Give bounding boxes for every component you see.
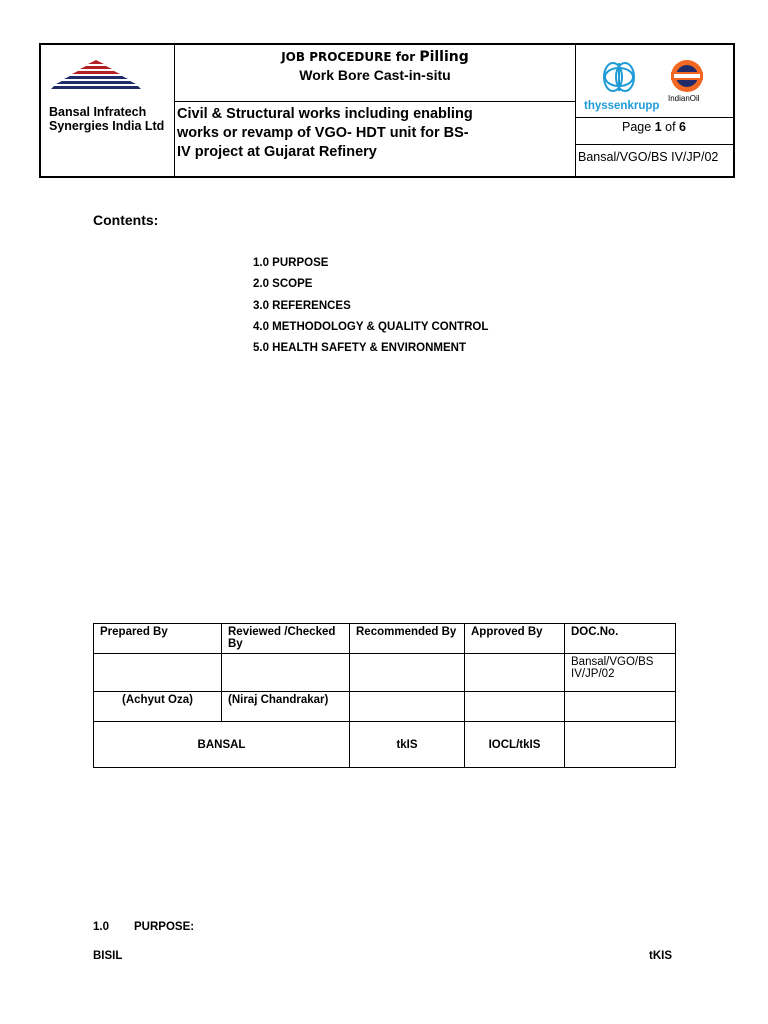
col-header-approved: Approved By [465, 624, 565, 654]
thyssenkrupp-logo [599, 59, 639, 95]
reviewed-name: (Niraj Chandrakar) [222, 692, 350, 722]
document-header [39, 43, 735, 178]
footer-left: BISIL [93, 950, 123, 962]
project-line: works or revamp of VGO- HDT unit for BS- [177, 125, 469, 141]
signature-cell [222, 654, 350, 692]
page-word: Page [622, 120, 652, 134]
project-line: Civil & Structural works including enabling [177, 106, 473, 122]
org-iocl: IOCL/tkIS [465, 722, 565, 768]
empty-cell [350, 692, 465, 722]
empty-cell [565, 722, 676, 768]
prepared-name: (Achyut Oza) [94, 692, 222, 722]
empty-cell [565, 692, 676, 722]
header-divider [575, 144, 733, 145]
doc-number-cell: Bansal/VGO/BS IV/JP/02 [565, 654, 676, 692]
page-of: of [665, 120, 676, 134]
table-row [94, 624, 676, 654]
title-word: Pilling [419, 49, 469, 65]
contents-item: 3.0 REFERENCES [253, 299, 351, 312]
document-title [175, 49, 575, 65]
contents-heading: Contents: [93, 212, 159, 228]
company-name-line: Bansal Infratech [49, 105, 147, 119]
section-number: 1.0 [93, 921, 109, 933]
indianoil-wordmark: IndianOil [668, 94, 700, 103]
thyssenkrupp-wordmark: thyssenkrupp [584, 100, 660, 112]
indianoil-logo [668, 59, 706, 93]
project-line: IV project at Gujarat Refinery [177, 144, 377, 160]
page-total: 6 [679, 120, 686, 134]
signature-cell [94, 654, 222, 692]
footer-right: tKIS [649, 950, 672, 962]
approval-table [93, 623, 676, 768]
page-current: 1 [654, 120, 662, 134]
signature-cell [465, 654, 565, 692]
col-header-docno: DOC.No. [565, 624, 676, 654]
signature-cell [350, 654, 465, 692]
contents-item: 5.0 HEALTH SAFETY & ENVIRONMENT [253, 342, 466, 355]
contents-list [253, 255, 488, 361]
section-title: PURPOSE: [134, 921, 195, 933]
bansal-logo [51, 58, 141, 92]
org-bansal: BANSAL [94, 722, 350, 768]
contents-item: 2.0 SCOPE [253, 278, 313, 291]
header-divider [174, 101, 575, 102]
table-row [94, 692, 676, 722]
page-indicator [575, 120, 733, 134]
company-name [49, 105, 164, 133]
contents-item: 4.0 METHODOLOGY & QUALITY CONTROL [253, 320, 489, 333]
empty-cell [465, 692, 565, 722]
header-divider [575, 45, 576, 176]
table-row [94, 722, 676, 768]
header-divider [575, 117, 733, 118]
document-subtitle: Work Bore Cast-in-situ [299, 67, 451, 83]
table-row [94, 654, 676, 692]
company-name-line: Synergies India Ltd [49, 119, 165, 133]
org-tkis: tkIS [350, 722, 465, 768]
col-header-recommended: Recommended By [350, 624, 465, 654]
col-header-reviewed: Reviewed /Checked By [222, 624, 350, 654]
title-prefix: JOB PROCEDURE for [281, 50, 416, 64]
col-header-prepared: Prepared By [94, 624, 222, 654]
doc-number: Bansal/VGO/BS IV/JP/02 [578, 150, 719, 164]
project-description [177, 105, 573, 162]
contents-item: 1.0 PURPOSE [253, 257, 329, 269]
